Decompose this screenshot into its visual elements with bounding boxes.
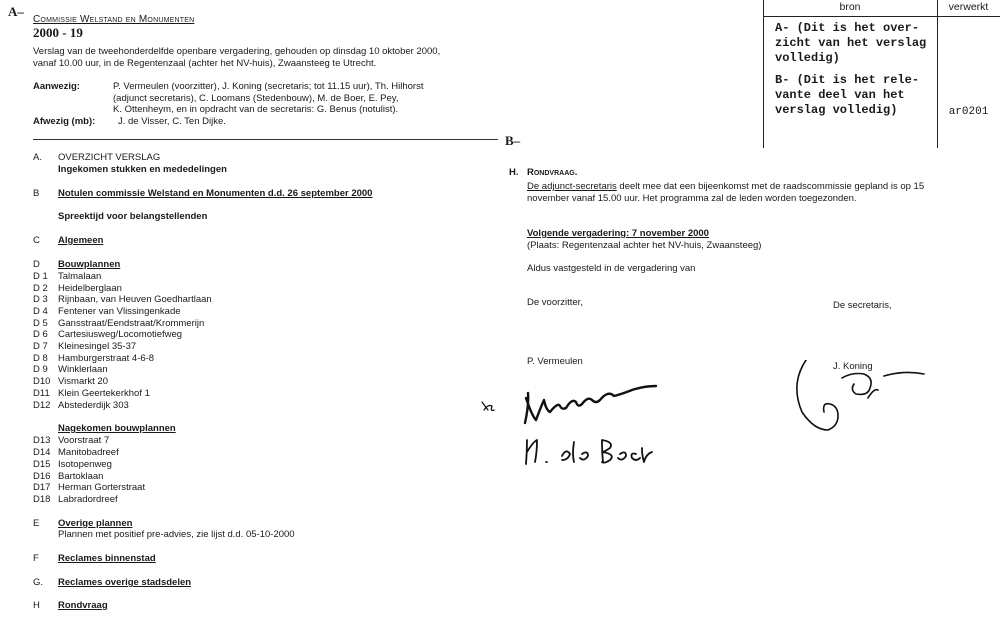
- plan-code: D14: [33, 447, 51, 458]
- plan-name: Herman Gorterstraat: [58, 482, 146, 493]
- report-intro-line: Verslag van de tweehonderdelfde openbare vergadering, gehouden op dinsdag 10 oktober 2000,: [33, 46, 441, 57]
- rondvraag-highlight: De adjunct-secretaris: [527, 181, 617, 192]
- plan-name: Labradordreef: [58, 494, 118, 505]
- agenda-subtitle: Ingekomen stukken en mededelingen: [58, 164, 227, 175]
- stamp-note-line: B- (Dit is het rele-: [775, 73, 920, 87]
- signature-chair: [525, 386, 656, 423]
- agenda-code: F: [33, 553, 39, 564]
- plan-code: D13: [33, 435, 51, 446]
- agenda-title: Notulen commissie Welstand en Monumenten d.d. 26 september 2000: [58, 188, 373, 199]
- agenda-title: Rondvraag: [58, 600, 108, 611]
- agenda-code: B: [33, 188, 40, 199]
- archive-code: ar0201: [948, 106, 989, 118]
- plan-code: D 5: [33, 318, 48, 329]
- chair-name: P. Vermeulen: [527, 356, 583, 367]
- signature-initials: [482, 402, 494, 411]
- agenda-title: Bouwplannen: [58, 259, 121, 270]
- plan-name: Kleinesingel 35-37: [58, 341, 137, 352]
- stamp-note-line: verslag volledig): [775, 103, 898, 117]
- agenda-code: A.: [33, 152, 42, 163]
- agenda-subtitle: Spreektijd voor belangstellenden: [58, 211, 208, 222]
- plan-code: D18: [33, 494, 51, 505]
- absent-list: J. de Visser, C. Ten Dijke.: [118, 116, 226, 127]
- stamp-note-b: [775, 73, 935, 118]
- stamp-header-source: bron: [763, 0, 938, 17]
- plan-name: Isotopenweg: [58, 459, 112, 470]
- plan-name: Manitobadreef: [58, 447, 119, 458]
- rondvraag-line: [527, 181, 967, 193]
- signature-secretary: [797, 360, 924, 430]
- plan-name: Gansstraat/Eendstraat/Krommerijn: [58, 318, 205, 329]
- plan-code: D12: [33, 400, 51, 411]
- report-number: 2000 - 19: [33, 25, 83, 40]
- plan-code: D 6: [33, 329, 48, 340]
- plan-name: Rijnbaan, van Heuven Goedhartlaan: [58, 294, 212, 305]
- next-meeting-place: (Plaats: Regentenzaal achter het NV-huis, Zwaansteeg): [527, 240, 762, 251]
- agenda-title: Reclames binnenstad: [58, 553, 156, 564]
- secretary-name: J. Koning: [833, 361, 873, 372]
- agenda-code: D: [33, 259, 40, 270]
- present-line: (adjunct secretaris), C. Loomans (Stedenbouw), M. de Boer, E. Pey,: [113, 92, 399, 104]
- present-list: [113, 81, 493, 116]
- section-marker-a: A–: [8, 4, 24, 19]
- stamp-note-line: volledig): [775, 51, 840, 65]
- rondvraag-title: Rondvraag.: [527, 167, 578, 178]
- plan-code: D 7: [33, 341, 48, 352]
- plan-name: Cartesiusweg/Locomotiefweg: [58, 329, 183, 340]
- report-intro: [33, 46, 493, 69]
- stamp-note-line: vante deel van het: [775, 88, 905, 102]
- plan-code: D15: [33, 459, 51, 470]
- plan-code: D 2: [33, 283, 48, 294]
- absent-label: Afwezig (mb):: [33, 116, 96, 127]
- plan-code: D 1: [33, 271, 48, 282]
- plan-name: Winklerlaan: [58, 364, 108, 375]
- plan-code: D16: [33, 471, 51, 482]
- stamp-note-line: A- (Dit is het over-: [775, 21, 920, 35]
- plan-name: Klein Geertekerkhof 1: [58, 388, 150, 399]
- divider: [33, 139, 498, 140]
- rondvraag-text: [527, 181, 967, 204]
- adopted-text: Aldus vastgesteld in de vergadering van: [527, 263, 696, 274]
- plan-code: D 3: [33, 294, 48, 305]
- agenda-code: E: [33, 518, 40, 529]
- blank-patch: [912, 408, 1000, 464]
- plan-name: Abstederdijk 303: [58, 400, 129, 411]
- plan-code: D10: [33, 376, 51, 387]
- stamp-header-processed: verwerkt: [937, 0, 1000, 17]
- plan-name: Vismarkt 20: [58, 376, 108, 387]
- stamp-note-a: [775, 21, 935, 66]
- committee-title: Commissie Welstand en Monumenten: [33, 14, 195, 25]
- agenda-title: OVERZICHT VERSLAG: [58, 152, 161, 163]
- agenda-code: C: [33, 235, 40, 246]
- report-intro-line: vanaf 10.00 uur, in de Regentenzaal (achter het NV-huis), Zwaansteeg te Utrecht.: [33, 57, 377, 69]
- plan-code: D 4: [33, 306, 48, 317]
- section-marker-b: B–: [505, 133, 521, 148]
- stamp-divider: [937, 16, 938, 148]
- plan-code: D17: [33, 482, 51, 493]
- plan-name: Voorstraat 7: [58, 435, 110, 446]
- signatures: [470, 360, 970, 470]
- agenda-title: Overige plannen: [58, 518, 133, 529]
- agenda-title: Reclames overige stadsdelen: [58, 577, 192, 588]
- plan-name: Heidelberglaan: [58, 283, 122, 294]
- rondvraag-code: H.: [509, 167, 519, 178]
- stamp-note-line: zicht van het verslag: [775, 36, 927, 50]
- plan-name: Fentener van Vlissingenkade: [58, 306, 181, 317]
- rondvraag-line-rest: deelt mee dat een bijeenkomst met de raadscommissie gepland is op 15: [616, 181, 925, 192]
- plan-name: Bartoklaan: [58, 471, 104, 482]
- plan-code: D11: [33, 388, 50, 399]
- plan-name: Hamburgerstraat 4-6-8: [58, 353, 155, 364]
- agenda-subtitle: Plannen met positief pre-advies, zie lijst d.d. 05-10-2000: [58, 529, 295, 540]
- agenda-title: Algemeen: [58, 235, 104, 246]
- chair-label: De voorzitter,: [527, 297, 583, 308]
- agenda-code: H: [33, 600, 40, 611]
- signature-de-boer: [526, 440, 652, 464]
- rondvraag-line: november vanaf 15.00 uur. Het programma zal de leden worden toegezonden.: [527, 192, 857, 204]
- next-meeting-title: Volgende vergadering: 7 november 2000: [527, 228, 709, 239]
- agenda-code: G.: [33, 577, 44, 588]
- plan-name: Talmalaan: [58, 271, 102, 282]
- plan-code: D 9: [33, 364, 48, 375]
- late-plans-title: Nagekomen bouwplannen: [58, 423, 176, 434]
- present-line: K. Ottenheym, en in opdracht van de secretaris: G. Benus (notulist).: [113, 104, 399, 115]
- present-line: P. Vermeulen (voorzitter), J. Koning (secretaris; tot 11.15 uur), Th. Hilhorst: [113, 81, 424, 92]
- secretary-label: De secretaris,: [833, 300, 892, 311]
- present-label: Aanwezig:: [33, 81, 80, 92]
- plan-code: D 8: [33, 353, 48, 364]
